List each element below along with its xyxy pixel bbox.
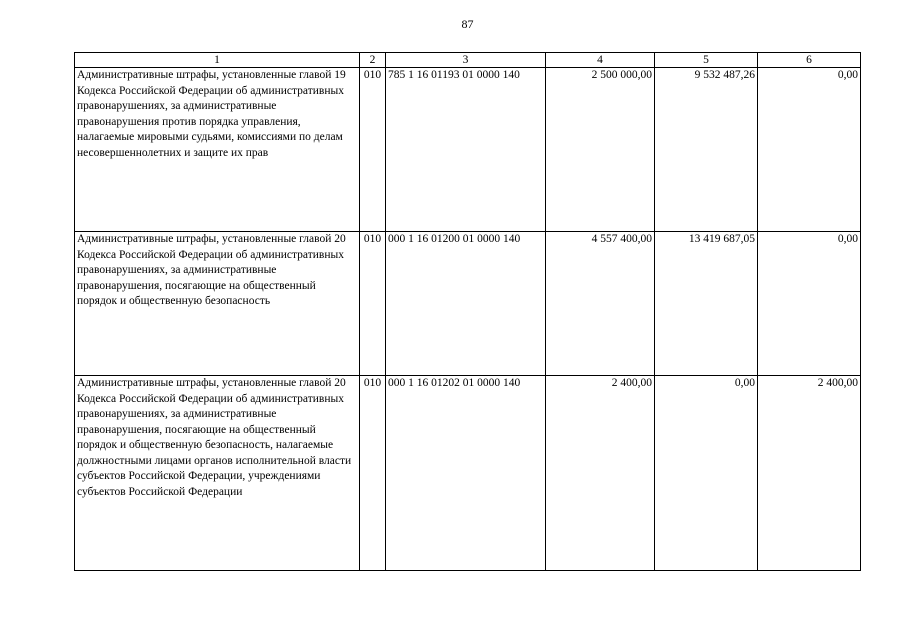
row-value-col4: 2 400,00 [546,376,655,571]
table-header-row [75,53,861,68]
row-value-col6: 0,00 [758,68,861,232]
column-header: 3 [386,53,546,68]
row-value-col5: 13 419 687,05 [655,232,758,376]
column-header: 5 [655,53,758,68]
row-value-col6: 2 400,00 [758,376,861,571]
row-description: Административные штрафы, установленные главой 20 Кодекса Российской Федерации об административных правонарушениях, за административные правонарушения, посягающие на общественный порядок и общественную безопасность [75,232,360,376]
page-number: 87 [461,17,474,31]
column-header: 4 [546,53,655,68]
table-row [75,376,861,571]
budget-table [74,52,861,571]
table-row [75,68,861,232]
row-value-col4: 4 557 400,00 [546,232,655,376]
row-budget-classification-code: 000 1 16 01202 01 0000 140 [386,376,546,571]
row-description: Административные штрафы, установленные главой 20 Кодекса Российской Федерации об административных правонарушениях, за административные правонарушения, посягающие на общественный порядок и общественную безопасность, налагаемые должностными лицами органов исполнительной власти субъектов Российской Федерации, учреждениями субъектов Российской Федерации [75,376,360,571]
column-header: 6 [758,53,861,68]
table-row [75,232,861,376]
row-value-col6: 0,00 [758,232,861,376]
row-description: Административные штрафы, установленные главой 19 Кодекса Российской Федерации об административных правонарушениях, за административные правонарушения против порядка управления, налагаемые мировыми судьями, комиссиями по делам несовершеннолетних и защите их прав [75,68,360,232]
row-budget-classification-code: 785 1 16 01193 01 0000 140 [386,68,546,232]
row-code: 010 [360,68,386,232]
row-value-col4: 2 500 000,00 [546,68,655,232]
row-code: 010 [360,376,386,571]
row-budget-classification-code: 000 1 16 01200 01 0000 140 [386,232,546,376]
row-code: 010 [360,232,386,376]
row-value-col5: 0,00 [655,376,758,571]
column-header: 2 [360,53,386,68]
column-header: 1 [75,53,360,68]
row-value-col5: 9 532 487,26 [655,68,758,232]
